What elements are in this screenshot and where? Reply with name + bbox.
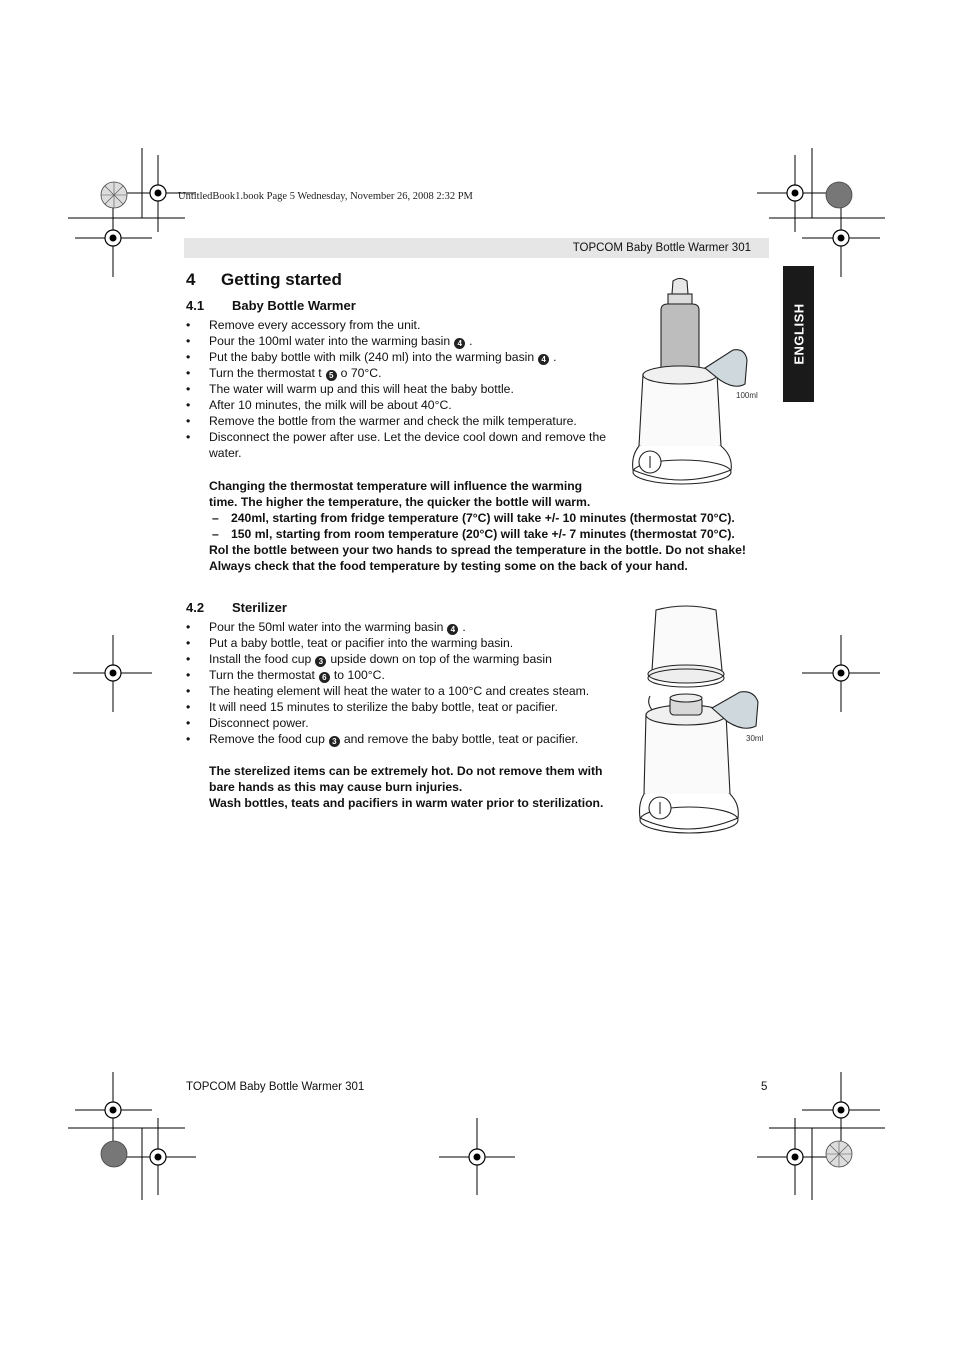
bullet-icon: • — [186, 620, 191, 634]
item-text: The heating element will heat the water to a 100°C and creates steam. — [209, 684, 590, 698]
image-label-100ml: 100ml — [736, 391, 758, 400]
subsection-heading-2 — [186, 600, 287, 615]
part-number-badge: 3 — [315, 656, 326, 667]
item-text-suffix: . — [462, 620, 466, 634]
item-text: Pour the 100ml water into the warming basin — [209, 334, 451, 348]
bullet-icon: • — [186, 398, 191, 412]
item-text: Turn the thermostat t — [209, 366, 322, 380]
item-text: The water will warm up and this will heat the baby bottle. — [209, 382, 514, 396]
list-item — [186, 317, 611, 333]
list-item — [186, 683, 616, 699]
list-item — [186, 651, 616, 667]
subsection-number: 4.1 — [186, 298, 205, 313]
list-item — [186, 429, 611, 461]
bullet-icon: • — [186, 684, 191, 698]
part-number-badge: 6 — [319, 672, 330, 683]
subsection-title: Baby Bottle Warmer — [232, 298, 356, 313]
part-number-badge: 3 — [329, 736, 340, 747]
dash-item: – 240ml, starting from fridge temperature (7°C) will take +/- 10 minutes (thermostat 70°C). — [212, 511, 735, 525]
part-number-badge: 4 — [538, 354, 549, 365]
note-line: The sterelized items can be extremely hot. Do not remove them with — [209, 764, 603, 778]
list-item — [186, 731, 616, 747]
header-title: TOPCOM Baby Bottle Warmer 301 — [572, 242, 751, 254]
section-title: Getting started — [221, 270, 342, 289]
item-text: Disconnect power. — [209, 716, 309, 730]
list-item — [186, 365, 611, 381]
language-tab — [783, 266, 814, 402]
note-line: Wash bottles, teats and pacifiers in warm water prior to sterilization. — [209, 796, 604, 810]
item-text: Remove the food cup — [209, 732, 325, 746]
item-text: Remove the bottle from the warmer and check the milk temperature. — [209, 414, 577, 428]
footer-title: TOPCOM Baby Bottle Warmer 301 — [186, 1081, 365, 1093]
item-text: Install the food cup — [209, 652, 312, 666]
note-line: bare hands as this may cause burn injuries. — [209, 780, 463, 794]
image-label-30ml: 30ml — [746, 734, 764, 743]
language-tab-label: ENGLISH — [791, 303, 806, 365]
list-item — [186, 667, 616, 683]
subsection-title: Sterilizer — [232, 600, 287, 615]
item-text-suffix: and remove the baby bottle, teat or pacifier. — [343, 732, 579, 746]
dash-item: – 150 ml, starting from room temperature (20°C) will take +/- 7 minutes (thermostat 70°C). — [212, 527, 735, 541]
warmer-steps-list — [186, 317, 611, 461]
item-text: After 10 minutes, the milk will be about 40°C. — [209, 398, 452, 412]
running-header — [184, 238, 769, 258]
page-number: 5 — [761, 1081, 768, 1093]
section-number: 4 — [186, 270, 196, 289]
bottle-warmer-illustration — [625, 276, 765, 501]
bullet-icon: • — [186, 350, 191, 364]
section-heading — [186, 270, 342, 290]
item-text: Put a baby bottle, teat or pacifier into the warming basin. — [209, 636, 514, 650]
subsection-heading-1 — [186, 298, 356, 313]
part-number-badge: 5 — [326, 370, 337, 381]
bullet-icon: • — [186, 732, 191, 746]
item-text: Put the baby bottle with milk (240 ml) into the warming basin — [209, 350, 535, 364]
print-slug: UntitledBook1.book Page 5 Wednesday, November 26, 2008 2:32 PM — [178, 191, 473, 202]
item-text-suffix: to 100°C. — [333, 668, 385, 682]
list-item — [186, 397, 611, 413]
bullet-icon: • — [186, 668, 191, 682]
item-text-suffix: . — [553, 350, 557, 364]
note-line: Always check that the food temperature by testing some on the back of your hand. — [209, 559, 688, 573]
bullet-icon: • — [186, 700, 191, 714]
list-item — [186, 699, 616, 715]
sterilizer-steps-list — [186, 619, 616, 747]
bullet-icon: • — [186, 318, 191, 332]
bullet-icon: • — [186, 430, 191, 444]
item-text-suffix: o 70°C. — [340, 366, 382, 380]
part-number-badge: 4 — [447, 624, 458, 635]
bullet-icon: • — [186, 366, 191, 380]
sterilizer-illustration — [636, 604, 766, 839]
dash-text: 240ml, starting from fridge temperature (7°C) will take +/- 10 minutes (thermostat 70°C). — [231, 511, 735, 525]
note-line: Changing the thermostat temperature will influence the warming — [209, 479, 583, 493]
bullet-icon: • — [186, 636, 191, 650]
list-item — [186, 349, 611, 365]
item-text-suffix: upside down on top of the warming basin — [330, 652, 552, 666]
list-item — [186, 619, 616, 635]
list-item — [186, 635, 616, 651]
item-text: Turn the thermostat — [209, 668, 315, 682]
item-text: Remove every accessory from the unit. — [209, 318, 421, 332]
subsection-number: 4.2 — [186, 600, 205, 615]
item-text: Pour the 50ml water into the warming basin — [209, 620, 444, 634]
item-text: Disconnect the power after use. Let the device cool down and remove the water. — [209, 430, 607, 460]
bullet-icon: • — [186, 334, 191, 348]
bullet-icon: • — [186, 716, 191, 730]
list-item — [186, 715, 616, 731]
item-text: It will need 15 minutes to sterilize the baby bottle, teat or pacifier. — [209, 700, 558, 714]
part-number-badge: 4 — [454, 338, 465, 349]
list-item — [186, 381, 611, 397]
list-item — [186, 333, 611, 349]
item-text-suffix: . — [469, 334, 473, 348]
list-item — [186, 413, 611, 429]
bullet-icon: • — [186, 414, 191, 428]
bullet-icon: • — [186, 652, 191, 666]
note-line: Rol the bottle between your two hands to spread the temperature in the bottle. Do not shake! — [209, 543, 746, 557]
bullet-icon: • — [186, 382, 191, 396]
note-line: time. The higher the temperature, the quicker the bottle will warm. — [209, 495, 591, 509]
sterilizer-note — [209, 763, 649, 811]
dash-text: 150 ml, starting from room temperature (20°C) will take +/- 7 minutes (thermostat 70°C). — [231, 527, 735, 541]
